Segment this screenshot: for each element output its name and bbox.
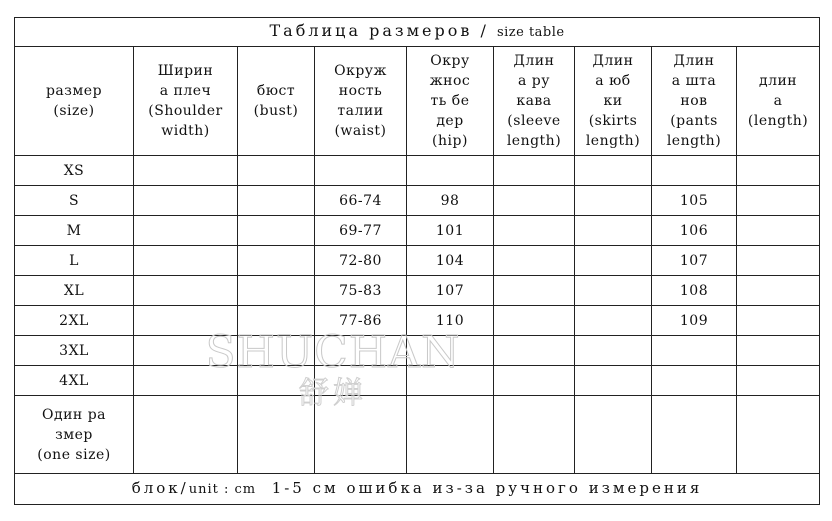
skirt-cell: [575, 336, 652, 366]
measurement-note: [15, 474, 820, 505]
waist-cell: 72-80: [315, 246, 407, 276]
title-row: [15, 18, 820, 47]
shoulder-cell: [134, 156, 238, 186]
size-chart: [14, 17, 819, 511]
length-cell: [737, 396, 820, 474]
header-sleeve: Длин а ру кава (sleeve length): [494, 47, 575, 156]
hip-cell: 110: [407, 306, 494, 336]
hip-cell: [407, 396, 494, 474]
hip-cell: [407, 366, 494, 396]
size-cell: 4XL: [15, 366, 134, 396]
shoulder-cell: [134, 336, 238, 366]
waist-cell: 77-86: [315, 306, 407, 336]
header-skirt: Длин а юб ки (skirts length): [575, 47, 652, 156]
bust-cell: [238, 246, 315, 276]
table-row: [15, 216, 820, 246]
waist-cell: [315, 366, 407, 396]
hip-cell: [407, 156, 494, 186]
waist-cell: 69-77: [315, 216, 407, 246]
sleeve-cell: [494, 366, 575, 396]
shoulder-cell: [134, 246, 238, 276]
skirt-cell: [575, 276, 652, 306]
skirt-cell: [575, 216, 652, 246]
sleeve-cell: [494, 216, 575, 246]
table-row: [15, 366, 820, 396]
title-separator: /: [480, 21, 489, 40]
table-row: [15, 276, 820, 306]
shoulder-cell: [134, 306, 238, 336]
waist-cell: 66-74: [315, 186, 407, 216]
header-shoulder: Ширин а плеч (Shoulder width): [134, 47, 238, 156]
table-row: [15, 156, 820, 186]
skirt-cell: [575, 156, 652, 186]
hip-cell: 98: [407, 186, 494, 216]
size-cell: S: [15, 186, 134, 216]
length-cell: [737, 186, 820, 216]
title-en: size table: [496, 25, 565, 40]
bust-cell: [238, 306, 315, 336]
length-cell: [737, 366, 820, 396]
header-length: длин а (length): [737, 47, 820, 156]
one-size-row: [15, 396, 820, 474]
length-cell: [737, 216, 820, 246]
shoulder-cell: [134, 366, 238, 396]
waist-cell: [315, 156, 407, 186]
table-row: [15, 186, 820, 216]
shoulder-cell: [134, 276, 238, 306]
length-cell: [737, 246, 820, 276]
pants-cell: [652, 336, 737, 366]
sleeve-cell: [494, 156, 575, 186]
length-cell: [737, 336, 820, 366]
pants-cell: 106: [652, 216, 737, 246]
pants-cell: [652, 396, 737, 474]
bust-cell: [238, 276, 315, 306]
size-cell: XS: [15, 156, 134, 186]
sleeve-cell: [494, 396, 575, 474]
hip-cell: [407, 336, 494, 366]
watermark-brand-cn: 舒婵: [299, 376, 367, 411]
size-cell: XL: [15, 276, 134, 306]
table-row: [15, 336, 820, 366]
skirt-cell: [575, 396, 652, 474]
bust-cell: [238, 336, 315, 366]
skirt-cell: [575, 246, 652, 276]
header-bust: бюст (bust): [238, 47, 315, 156]
header-size: размер (size): [15, 47, 134, 156]
bust-cell: [238, 156, 315, 186]
skirt-cell: [575, 186, 652, 216]
bust-cell: [238, 396, 315, 474]
waist-cell: [315, 396, 407, 474]
size-cell: M: [15, 216, 134, 246]
shoulder-cell: [134, 216, 238, 246]
pants-cell: 108: [652, 276, 737, 306]
hip-cell: 107: [407, 276, 494, 306]
pants-cell: 105: [652, 186, 737, 216]
table-title: [15, 18, 820, 47]
sleeve-cell: [494, 186, 575, 216]
size-cell: 3XL: [15, 336, 134, 366]
header-hip: Окру жнос ть бе дер (hip): [407, 47, 494, 156]
bust-cell: [238, 186, 315, 216]
unit-en: unit : cm: [188, 482, 257, 497]
header-waist: Окруж ность талии (waist): [315, 47, 407, 156]
table-row: [15, 246, 820, 276]
header-row: [15, 47, 820, 156]
shoulder-cell: [134, 396, 238, 474]
size-cell: L: [15, 246, 134, 276]
skirt-cell: [575, 366, 652, 396]
pants-cell: [652, 156, 737, 186]
title-ru: Таблица размеров: [269, 21, 473, 40]
skirt-cell: [575, 306, 652, 336]
sleeve-cell: [494, 246, 575, 276]
sleeve-cell: [494, 306, 575, 336]
pants-cell: 109: [652, 306, 737, 336]
sleeve-cell: [494, 336, 575, 366]
footer-row: [15, 474, 820, 505]
length-cell: [737, 306, 820, 336]
length-cell: [737, 276, 820, 306]
table-row: [15, 306, 820, 336]
error-note: 1-5 см ошибка из-за ручного измерения: [271, 479, 703, 497]
waist-cell: 75-83: [315, 276, 407, 306]
watermark-brand-en: SHUCHAN: [205, 327, 461, 378]
waist-cell: [315, 336, 407, 366]
bust-cell: [238, 216, 315, 246]
one-size-label: Один ра змер (one size): [15, 396, 134, 474]
sleeve-cell: [494, 276, 575, 306]
shoulder-cell: [134, 186, 238, 216]
hip-cell: 104: [407, 246, 494, 276]
size-cell: 2XL: [15, 306, 134, 336]
pants-cell: 107: [652, 246, 737, 276]
bust-cell: [238, 366, 315, 396]
header-pants: Длин а шта нов (pants length): [652, 47, 737, 156]
length-cell: [737, 156, 820, 186]
size-table: [14, 17, 820, 505]
unit-ru: блок/: [131, 479, 189, 497]
hip-cell: 101: [407, 216, 494, 246]
pants-cell: [652, 366, 737, 396]
